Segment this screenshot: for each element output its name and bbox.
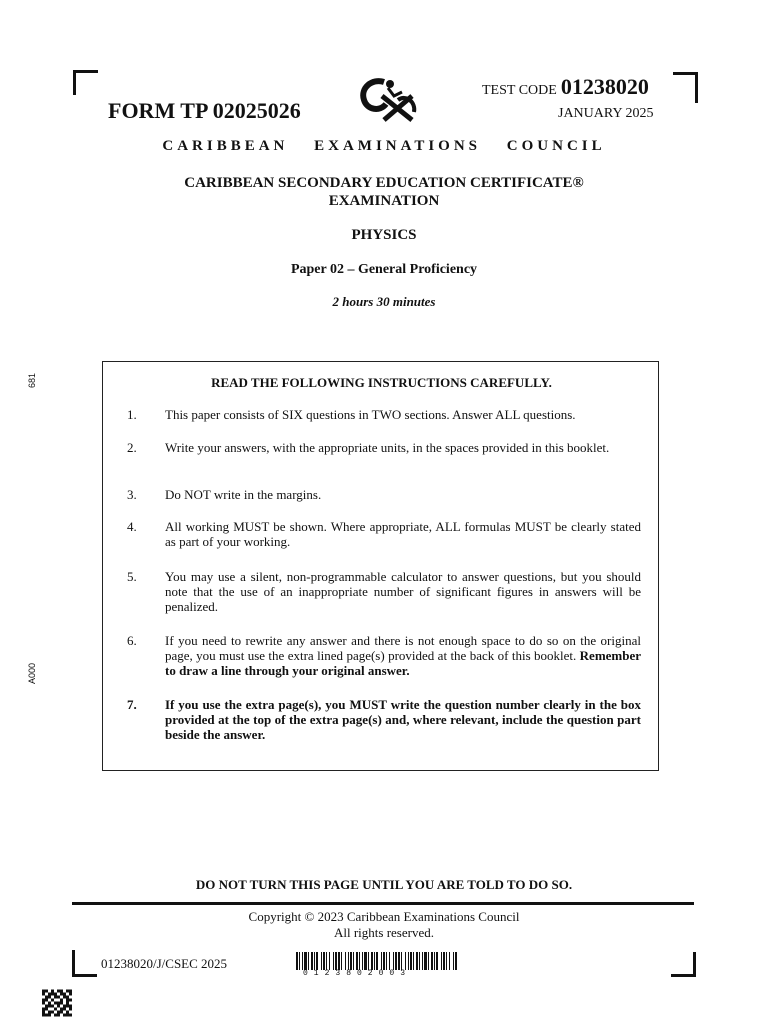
qr-module xyxy=(51,993,54,996)
instruction-number: 2. xyxy=(127,440,137,455)
qr-module xyxy=(60,993,63,996)
instruction-text xyxy=(165,633,641,678)
qr-module xyxy=(69,999,72,1002)
qr-module xyxy=(42,993,45,996)
barcode-bar xyxy=(408,952,409,970)
qr-module xyxy=(51,990,54,993)
qr-module xyxy=(69,990,72,993)
qr-module xyxy=(57,1002,60,1005)
qr-module xyxy=(42,1011,45,1014)
barcode-bar xyxy=(326,952,327,970)
certificate-line-2: EXAMINATION xyxy=(328,193,440,209)
barcode-bar xyxy=(441,952,442,970)
qr-module xyxy=(51,1005,54,1008)
barcode-bar xyxy=(362,952,363,970)
instruction-text: This paper consists of SIX questions in TWO sections. Answer ALL questions. xyxy=(165,407,576,422)
instruction-text-bold: Remember to draw a line through your original answer. xyxy=(165,648,642,678)
subject-title: PHYSICS xyxy=(351,227,417,243)
qr-module xyxy=(54,1008,57,1011)
barcode-bar xyxy=(353,952,354,970)
qr-module xyxy=(57,1011,60,1014)
qr-module xyxy=(66,1014,69,1017)
instruction-text-regular: If you need to rewrite any answer and there is not enough space to do so on the original page, you must use the extra lined page(s) provided at the back of this booklet. xyxy=(165,633,641,663)
barcode-bar xyxy=(350,952,352,970)
barcode-bar xyxy=(431,952,433,970)
instructions-title: READ THE FOLLOWING INSTRUCTIONS CAREFULLY. xyxy=(211,375,552,390)
qr-module xyxy=(54,993,57,996)
barcode-bar xyxy=(443,952,445,970)
qr-module xyxy=(45,1014,48,1017)
qr-module xyxy=(66,999,69,1002)
qr-module xyxy=(48,1014,51,1017)
barcode-bar xyxy=(386,952,387,970)
barcode-bar xyxy=(345,952,346,970)
barcode-bar xyxy=(424,952,427,970)
do-not-turn-warning: DO NOT TURN THIS PAGE UNTIL YOU ARE TOLD TO DO SO. xyxy=(195,877,573,892)
instruction-text: If you use the extra page(s), you MUST write the question number clearly in the box provided at the top of the extra page(s) and, where relevant, include the question part beside the answer. xyxy=(165,697,641,742)
barcode-bar xyxy=(338,952,340,970)
cxc-logo-icon xyxy=(354,74,420,126)
qr-module xyxy=(66,990,69,993)
exam-duration: 2 hours 30 minutes xyxy=(332,294,436,309)
instructions-box xyxy=(102,361,659,771)
barcode-bar xyxy=(401,952,402,970)
qr-module xyxy=(45,990,48,993)
qr-module xyxy=(63,1014,66,1017)
qr-module xyxy=(57,990,60,993)
barcode-bar xyxy=(299,952,300,970)
barcode-bar xyxy=(398,952,400,970)
barcode-bar xyxy=(371,952,373,970)
barcode-bar xyxy=(455,952,457,970)
barcode-bar xyxy=(302,952,303,970)
barcode-bar xyxy=(446,952,447,970)
qr-module xyxy=(63,1008,66,1011)
footer-divider xyxy=(72,902,694,905)
barcode-bar xyxy=(333,952,334,970)
qr-module xyxy=(69,1008,72,1011)
form-code: FORM TP 02025026 xyxy=(108,98,301,123)
barcode-bar xyxy=(321,952,322,970)
side-code-bottom: A000 xyxy=(27,662,37,684)
qr-module xyxy=(60,990,63,993)
certificate-line-1: CARIBBEAN SECONDARY EDUCATION CERTIFICATE® xyxy=(184,175,584,191)
barcode-bar xyxy=(316,952,318,970)
qr-module xyxy=(66,1005,69,1008)
qr-code-icon xyxy=(42,989,72,1017)
qr-module xyxy=(57,1014,60,1017)
qr-module xyxy=(57,996,60,999)
barcode-bar xyxy=(389,952,390,970)
barcode-digits: 0123802003 xyxy=(303,969,412,978)
exam-date: JANUARY 2025 xyxy=(558,106,654,121)
barcode-bar xyxy=(323,952,325,970)
qr-module xyxy=(42,1014,45,1017)
instruction-text: Do NOT write in the margins. xyxy=(165,487,322,502)
qr-module xyxy=(66,1002,69,1005)
qr-module xyxy=(63,996,66,999)
copyright-text: Copyright © 2023 Caribbean Examinations Council xyxy=(248,909,520,924)
barcode-bar xyxy=(405,952,406,970)
barcode-bar xyxy=(335,952,337,970)
qr-module xyxy=(48,996,51,999)
qr-module xyxy=(54,1014,57,1017)
qr-module xyxy=(45,999,48,1002)
qr-module xyxy=(60,1011,63,1014)
barcode-bar xyxy=(356,952,358,970)
qr-module xyxy=(42,1002,45,1005)
barcode-bar xyxy=(434,952,435,970)
paper-title: Paper 02 – General Proficiency xyxy=(290,262,478,277)
qr-module xyxy=(69,1005,72,1008)
barcode-bar xyxy=(449,952,450,970)
qr-module xyxy=(66,996,69,999)
qr-module xyxy=(57,1005,60,1008)
qr-module xyxy=(42,999,45,1002)
qr-module xyxy=(63,1005,66,1008)
qr-module xyxy=(60,1002,63,1005)
barcode-bar xyxy=(308,952,309,970)
qr-module xyxy=(42,990,45,993)
footer-paper-code: 01238020/J/CSEC 2025 xyxy=(101,956,228,971)
instruction-text: You may use a silent, non-programmable calculator to answer questions, but you should note that the use of an inappropriate number of significant figures in answers will be penalized. xyxy=(165,569,641,614)
qr-module xyxy=(60,1008,63,1011)
certificate-title xyxy=(0,174,768,210)
instruction-number: 3. xyxy=(127,487,137,502)
barcode-bar xyxy=(348,952,349,970)
barcode-bar xyxy=(422,952,423,970)
qr-module xyxy=(48,1002,51,1005)
qr-module xyxy=(48,993,51,996)
instruction-number: 4. xyxy=(127,519,137,534)
qr-module xyxy=(45,996,48,999)
barcode-bar xyxy=(368,952,369,970)
barcode-icon xyxy=(296,952,458,970)
instruction-text: Write your answers, with the appropriate units, in the spaces provided in this booklet. xyxy=(165,440,610,455)
qr-module xyxy=(69,993,72,996)
barcode-bar xyxy=(395,952,397,970)
crop-mark-top-right xyxy=(673,72,698,103)
instruction-number: 1. xyxy=(127,407,137,422)
barcode-bar xyxy=(329,952,330,970)
qr-module xyxy=(48,1005,51,1008)
qr-module xyxy=(54,996,57,999)
barcode-bar xyxy=(416,952,418,970)
barcode-bar xyxy=(436,952,438,970)
barcode-bar xyxy=(359,952,360,970)
crop-mark-bottom-left xyxy=(72,950,97,977)
qr-module xyxy=(51,1011,54,1014)
barcode-bar xyxy=(311,952,313,970)
barcode-bar xyxy=(374,952,375,970)
instruction-number: 6. xyxy=(127,633,137,648)
barcode-bar xyxy=(304,952,307,970)
barcode-bar xyxy=(419,952,420,970)
qr-module xyxy=(66,1011,69,1014)
test-code-label: TEST CODE xyxy=(482,83,557,98)
qr-module xyxy=(45,1005,48,1008)
barcode-bar xyxy=(341,952,342,970)
barcode-bar xyxy=(383,952,385,970)
qr-module xyxy=(69,1014,72,1017)
qr-module xyxy=(45,1008,48,1011)
council-name: CARIBBEAN EXAMINATIONS COUNCIL xyxy=(162,138,606,154)
qr-module xyxy=(48,1011,51,1014)
barcode-bar xyxy=(314,952,315,970)
rights-text: All rights reserved. xyxy=(333,925,434,940)
qr-module xyxy=(60,999,63,1002)
barcode-bar xyxy=(376,952,378,970)
barcode-bar xyxy=(413,952,414,970)
barcode-bar xyxy=(453,952,454,970)
instruction-text: All working MUST be shown. Where appropriate, ALL formulas MUST be clearly stated as part of your working. xyxy=(165,519,641,549)
barcode-bar xyxy=(428,952,429,970)
side-code-top: 681 xyxy=(27,372,37,388)
barcode-bar xyxy=(296,952,298,970)
test-code-number: 01238020 xyxy=(560,74,649,99)
crop-mark-top-left xyxy=(73,70,98,95)
barcode-bar xyxy=(410,952,412,970)
instruction-number: 5. xyxy=(127,569,137,584)
qr-module xyxy=(51,999,54,1002)
test-code xyxy=(482,74,649,100)
qr-module xyxy=(63,993,66,996)
copyright-block xyxy=(0,909,768,941)
instruction-number: 7. xyxy=(127,697,137,712)
barcode-bar xyxy=(364,952,367,970)
crop-mark-bottom-right xyxy=(671,952,696,977)
barcode-bar xyxy=(393,952,394,970)
barcode-bar xyxy=(381,952,382,970)
qr-module xyxy=(54,1002,57,1005)
qr-module xyxy=(42,1008,45,1011)
